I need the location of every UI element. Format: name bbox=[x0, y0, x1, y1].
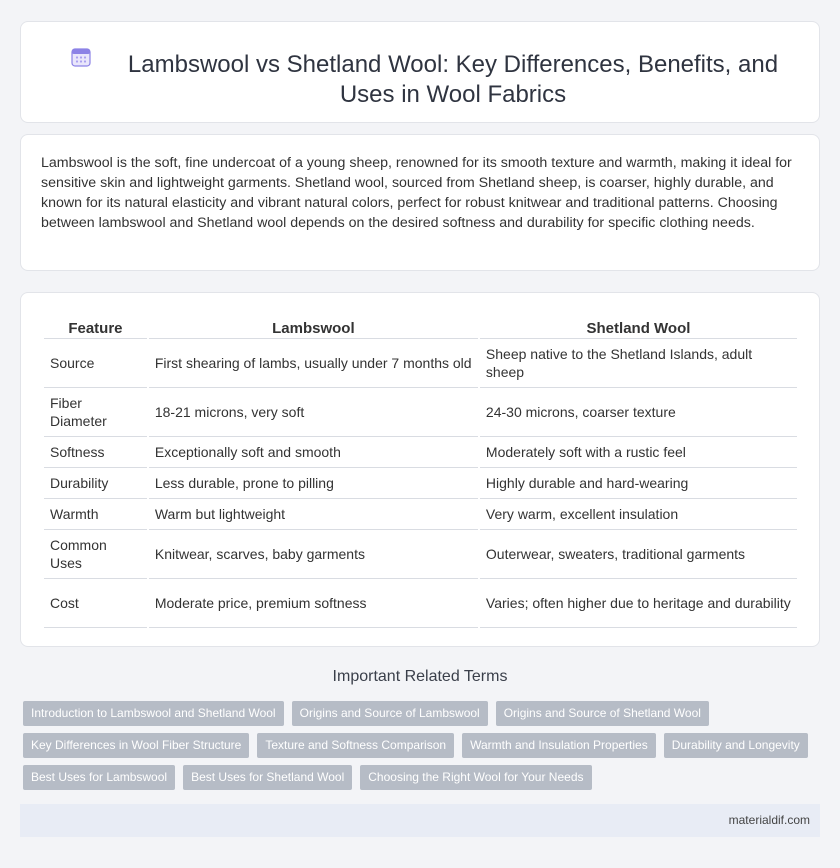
footer bbox=[20, 804, 820, 837]
related-tags-row bbox=[23, 765, 592, 790]
table-row bbox=[44, 437, 797, 468]
table-row bbox=[44, 530, 797, 579]
table-cell: 18-21 microns, very soft bbox=[149, 388, 478, 437]
page-title: Lambswool vs Shetland Wool: Key Differences, Benefits, and Uses in Wool Fabrics bbox=[127, 51, 779, 108]
related-tag[interactable]: Texture and Softness Comparison bbox=[257, 733, 454, 758]
related-tag[interactable]: Choosing the Right Wool for Your Needs bbox=[360, 765, 591, 790]
table-row bbox=[44, 579, 797, 628]
table-cell: Exceptionally soft and smooth bbox=[149, 437, 478, 468]
table-cell: Softness bbox=[44, 437, 147, 468]
related-tag[interactable]: Key Differences in Wool Fiber Structure bbox=[23, 733, 249, 758]
table-row bbox=[44, 499, 797, 530]
table-cell: Fiber Diameter bbox=[44, 388, 147, 437]
related-tag[interactable]: Warmth and Insulation Properties bbox=[462, 733, 656, 758]
related-tag[interactable]: Origins and Source of Lambswool bbox=[292, 701, 488, 726]
table-cell: Very warm, excellent insulation bbox=[480, 499, 797, 530]
table-cell: Moderately soft with a rustic feel bbox=[480, 437, 797, 468]
related-tag[interactable]: Introduction to Lambswool and Shetland Wool bbox=[23, 701, 284, 726]
table-row bbox=[44, 339, 797, 388]
related-tags-row bbox=[23, 701, 709, 726]
table-cell: Less durable, prone to pilling bbox=[149, 468, 478, 499]
related-tags-row bbox=[23, 733, 808, 758]
table-cell: Outerwear, sweaters, traditional garments bbox=[480, 530, 797, 579]
table-cell: Source bbox=[44, 339, 147, 388]
table-row bbox=[44, 468, 797, 499]
table-cell: Warmth bbox=[44, 499, 147, 530]
table-cell: 24-30 microns, coarser texture bbox=[480, 388, 797, 437]
related-tag[interactable]: Best Uses for Lambswool bbox=[23, 765, 175, 790]
table-cell: Moderate price, premium softness bbox=[149, 579, 478, 628]
table-cell: Highly durable and hard-wearing bbox=[480, 468, 797, 499]
table-cell: Cost bbox=[44, 579, 147, 628]
table-cell: Warm but lightweight bbox=[149, 499, 478, 530]
related-tag[interactable]: Durability and Longevity bbox=[664, 733, 808, 758]
column-header: Shetland Wool bbox=[480, 313, 797, 339]
intro-card bbox=[20, 134, 820, 271]
column-header: Feature bbox=[44, 313, 147, 339]
related-terms-title: Important Related Terms bbox=[332, 668, 508, 685]
table-cell: First shearing of lambs, usually under 7 months old bbox=[149, 339, 478, 388]
table-cell: Common Uses bbox=[44, 530, 147, 579]
footer-site-link[interactable]: materialdif.com bbox=[728, 813, 810, 827]
table-cell: Durability bbox=[44, 468, 147, 499]
column-header: Lambswool bbox=[149, 313, 478, 339]
table-header-row bbox=[44, 313, 797, 339]
calendar-icon bbox=[69, 45, 93, 69]
related-tag[interactable]: Origins and Source of Shetland Wool bbox=[496, 701, 709, 726]
intro-paragraph: Lambswool is the soft, fine undercoat of a young sheep, renowned for its smooth texture and warmth, making it ideal for sensitive skin and lightweight garments. Shetland wool, sourced from Shetland sheep, is coarser, highly durable, and known for its natural elasticity and vibrant natural colors, perfect for robust knitwear and traditional patterns. Choosing between lambswool and Shetland wool depends on the desired softness and durability for specific clothing needs. bbox=[41, 155, 792, 231]
comparison-table bbox=[42, 313, 799, 628]
header-card bbox=[20, 21, 820, 123]
related-tag[interactable]: Best Uses for Shetland Wool bbox=[183, 765, 352, 790]
table-cell: Knitwear, scarves, baby garments bbox=[149, 530, 478, 579]
table-cell: Varies; often higher due to heritage and durability bbox=[480, 579, 797, 628]
table-cell: Sheep native to the Shetland Islands, adult sheep bbox=[480, 339, 797, 388]
comparison-table-card bbox=[20, 292, 820, 647]
table-row bbox=[44, 388, 797, 437]
